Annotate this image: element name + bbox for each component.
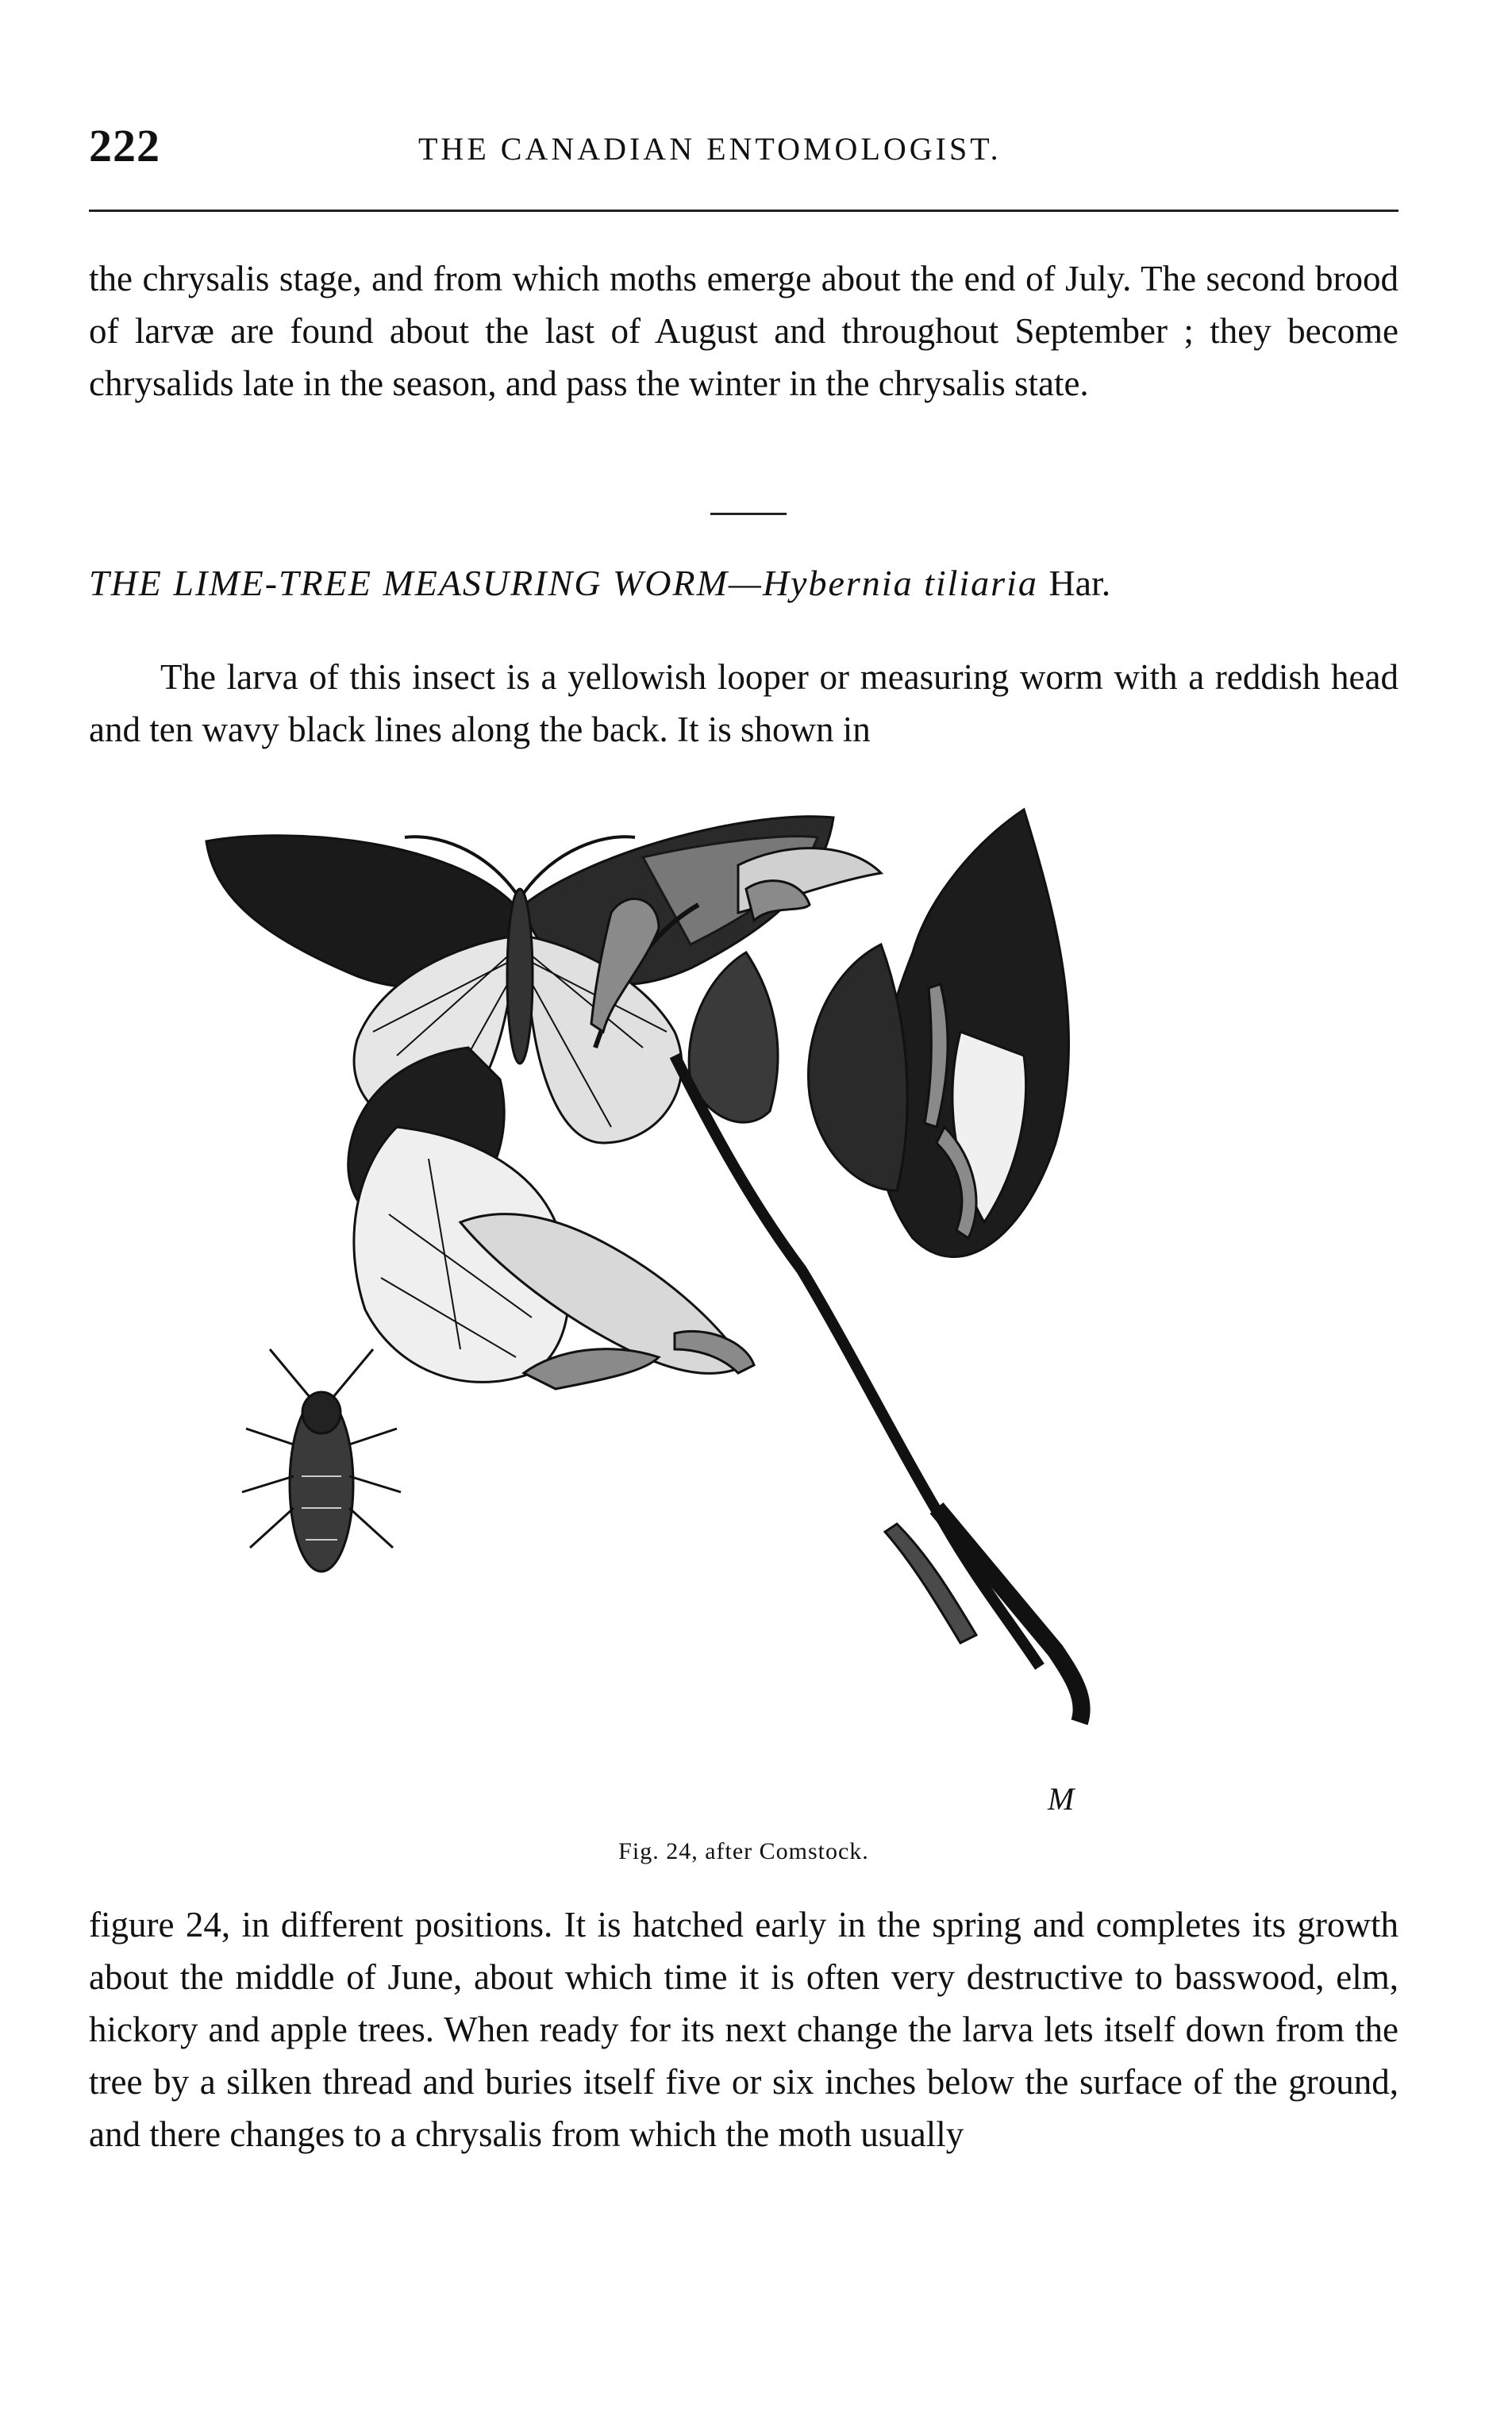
section-divider: [710, 513, 787, 515]
journal-title: THE CANADIAN ENTOMOLOGIST.: [418, 131, 1002, 167]
section-heading: [89, 562, 1399, 604]
paragraph-larva-description: The larva of this insect is a yellowish looper or measuring worm with a reddish head and ten wavy black lines along the back. It is shown in: [89, 657, 1399, 749]
section-title: THE LIME-TREE MEASURING WORM—Hybernia tiliaria: [89, 563, 1038, 603]
page-number: 222: [89, 120, 160, 171]
running-head: [89, 119, 1399, 183]
engraver-monogram: M: [1048, 1781, 1075, 1817]
section-author: Har.: [1048, 563, 1111, 603]
header-rule: [89, 210, 1399, 212]
female-moth-illustration: [242, 1349, 401, 1571]
paragraph-continuation: the chrysalis stage, and from which moths emerge about the end of July. The second brood of larvæ are found about the last of August and throughout September ; they become chrysalids late in the season, and pass the winter in the chrysalis state.: [89, 259, 1399, 403]
paragraph-life-cycle: figure 24, in different positions. It is hatched early in the spring and completes its growth about the middle of June, about which time it is often very destructive to basswood, elm, hickory and apple trees. When ready for its next change the larva lets itself down from the tree by a silken thread and buries itself five or six inches below the surface of the ground, and there changes to a chrysalis from which the moth usually: [89, 1905, 1399, 2154]
engraving-figure: [198, 794, 1325, 1825]
figure-illustration: [198, 794, 1325, 1825]
figure-caption: Fig. 24, after Comstock.: [618, 1838, 869, 1864]
